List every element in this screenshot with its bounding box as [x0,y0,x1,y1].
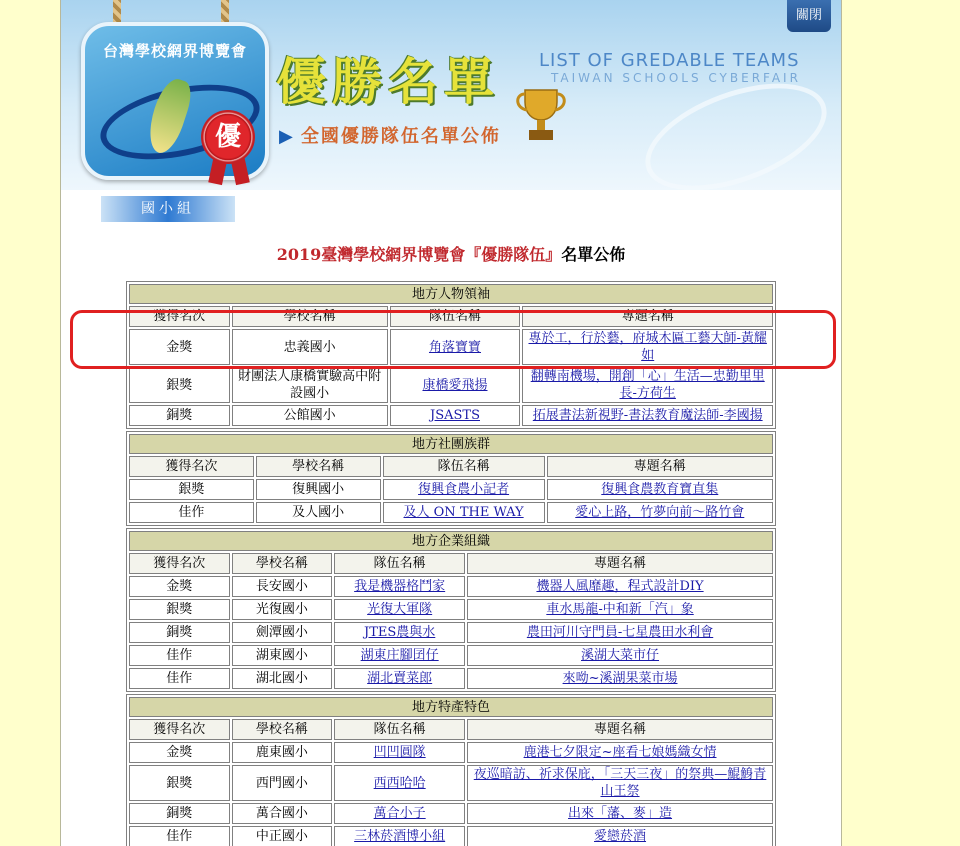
team-cell [334,742,465,763]
table-row [129,668,773,689]
school-cell: 中正國小 [232,826,333,846]
table-row [129,622,773,643]
team-cell [334,576,465,597]
team-link[interactable]: 我是機器格鬥家 [354,579,446,594]
table-row [129,329,773,365]
category-table [126,281,776,429]
team-link[interactable]: JSASTS [430,408,480,423]
topic-link[interactable]: 出來「藩、麥」造 [568,806,673,821]
column-header: 學校名稱 [232,553,333,574]
rank-cell: 金獎 [129,576,230,597]
category-title: 地方人物領袖 [129,284,773,304]
school-cell: 鹿東國小 [232,742,333,763]
topic-cell [467,622,773,643]
column-header: 獲得名次 [129,306,230,327]
topic-link[interactable]: 機器人風靡趣，程式設計DIY [536,579,704,594]
category-title: 地方特產特色 [129,697,773,717]
topic-link[interactable]: 夜巡暗訪、祈求保庇，「三天三夜」的祭典—鯤鯓青山王祭 [473,767,767,799]
topic-link[interactable]: 溪湖大菜市仔 [581,648,660,663]
column-header: 專題名稱 [547,456,773,477]
topic-cell [547,502,773,523]
topic-cell [522,405,773,426]
school-cell: 長安國小 [232,576,333,597]
rank-cell: 佳作 [129,826,230,846]
table-row [129,576,773,597]
team-cell [390,329,521,365]
logo-text: 台灣學校網界博覽會 [102,42,247,60]
topic-link[interactable]: 復興食農教育寶直集 [601,482,719,497]
table-row [129,367,773,403]
table-row [129,599,773,620]
column-header: 學校名稱 [256,456,381,477]
team-link[interactable]: JTES農與水 [364,625,436,640]
rank-cell: 佳作 [129,645,230,666]
column-header: 隊伍名稱 [334,553,465,574]
team-cell [334,668,465,689]
school-cell: 西門國小 [232,765,333,801]
rank-cell: 金獎 [129,329,230,365]
topic-cell [467,576,773,597]
team-cell [383,479,545,500]
column-header: 獲得名次 [129,456,254,477]
team-link[interactable]: 萬合小子 [373,806,426,821]
table-row [129,645,773,666]
table-row [129,742,773,763]
triangle-right-icon: ▶ [279,126,295,147]
column-header: 獲得名次 [129,553,230,574]
close-button[interactable]: 關閉 [787,0,831,32]
rank-cell: 銀獎 [129,367,230,403]
topic-link[interactable]: 農田河川守門員-七星農田水利會 [526,625,714,640]
column-header: 專題名稱 [467,719,773,740]
topic-link[interactable]: 車水馬龍-中和新「汽」象 [546,602,694,617]
topic-link[interactable]: 拓展書法新視野-書法教育魔法師-李國揚 [532,408,763,423]
school-cell: 財團法人康橋實驗高中附設國小 [232,367,388,403]
school-cell: 復興國小 [256,479,381,500]
team-cell [334,803,465,824]
team-link[interactable]: 西西哈哈 [373,775,426,791]
topic-link[interactable]: 來呦~溪湖果菜市場 [562,671,678,686]
team-link[interactable]: 康橋愛飛揚 [422,377,488,393]
school-cell: 湖東國小 [232,645,333,666]
topic-cell [467,803,773,824]
team-cell [383,502,545,523]
page-heading [61,242,841,265]
category-table [126,431,776,526]
school-cell: 忠義國小 [232,329,388,365]
team-cell [334,599,465,620]
header-banner [61,0,841,190]
team-cell [390,367,521,403]
column-header: 專題名稱 [522,306,773,327]
rank-cell: 銅獎 [129,803,230,824]
table-row [129,765,773,801]
team-link[interactable]: 角落寶寶 [428,339,481,355]
trophy-icon [513,84,569,142]
table-row [129,405,773,426]
winners-tables [126,281,776,846]
category-title: 地方社團族群 [129,434,773,454]
banner-subtitle-text: 全國優勝隊伍名單公佈 [300,126,501,147]
column-header: 學校名稱 [232,306,388,327]
team-link[interactable]: 復興食農小記者 [418,482,510,497]
column-header: 專題名稱 [467,553,773,574]
team-link[interactable]: 湖北賣菜郎 [367,671,433,686]
rank-cell: 銀獎 [129,765,230,801]
topic-cell [467,765,773,801]
school-cell: 光復國小 [232,599,333,620]
topic-link[interactable]: 愛戀菸酒 [594,829,647,844]
team-link[interactable]: 及人 ON THE WAY [403,505,524,520]
heading-suffix: 名單公佈 [561,245,626,264]
rank-cell: 銅獎 [129,405,230,426]
school-cell: 公館國小 [232,405,388,426]
topic-cell [522,367,773,403]
page-container [60,0,842,846]
category-table [126,694,776,846]
topic-link[interactable]: 翻轉南機場，開創「心」生活—忠勤里里長-方荷生 [530,369,765,401]
team-cell [390,405,521,426]
team-link[interactable]: 光復大軍隊 [367,602,433,617]
column-header: 隊伍名稱 [390,306,521,327]
banner-title-en-sub: TAIWAN SCHOOLS CYBERFAIR [551,71,801,85]
topic-link[interactable]: 鹿港七夕限定~座看七娘媽織女情 [523,745,717,760]
rank-cell: 佳作 [129,502,254,523]
banner-title: 優勝名單 [276,53,500,111]
column-header: 獲得名次 [129,719,230,740]
topic-cell [522,329,773,365]
table-row [129,803,773,824]
table-row [129,826,773,846]
team-link[interactable]: 湖東庄腳囝仔 [360,648,439,663]
team-cell [334,645,465,666]
rank-cell: 佳作 [129,668,230,689]
heading-prefix: 2019臺灣學校網界博覽會『優勝隊伍』 [276,245,562,264]
banner-title-en: LIST OF GREDABLE TEAMS [539,50,800,71]
rank-cell: 銅獎 [129,622,230,643]
column-header: 隊伍名稱 [334,719,465,740]
topic-cell [547,479,773,500]
school-cell: 及人國小 [256,502,381,523]
banner-subtitle [279,122,501,148]
topic-cell [467,599,773,620]
rank-cell: 銀獎 [129,599,230,620]
rank-cell: 金獎 [129,742,230,763]
topic-cell [467,645,773,666]
team-link[interactable]: 三林菸酒博小組 [354,829,446,844]
column-header: 隊伍名稱 [383,456,545,477]
school-cell: 萬合國小 [232,803,333,824]
team-link[interactable]: 凹凹圓隊 [373,745,426,760]
category-table [126,528,776,692]
group-tab[interactable]: 國小組 [101,196,235,222]
school-cell: 劍潭國小 [232,622,333,643]
school-cell: 湖北國小 [232,668,333,689]
topic-link[interactable]: 愛心上路，竹夢向前～路竹會 [575,505,745,520]
topic-cell [467,742,773,763]
topic-cell [467,826,773,846]
rank-cell: 銀獎 [129,479,254,500]
medal-badge: 優 [201,110,255,164]
category-title: 地方企業組織 [129,531,773,551]
table-row [129,479,773,500]
topic-link[interactable]: 專於工，行於藝，府城木匾工藝大師-黃耀如 [528,331,767,363]
team-cell [334,826,465,846]
column-header: 學校名稱 [232,719,333,740]
team-cell [334,622,465,643]
table-row [129,502,773,523]
team-cell [334,765,465,801]
topic-cell [467,668,773,689]
